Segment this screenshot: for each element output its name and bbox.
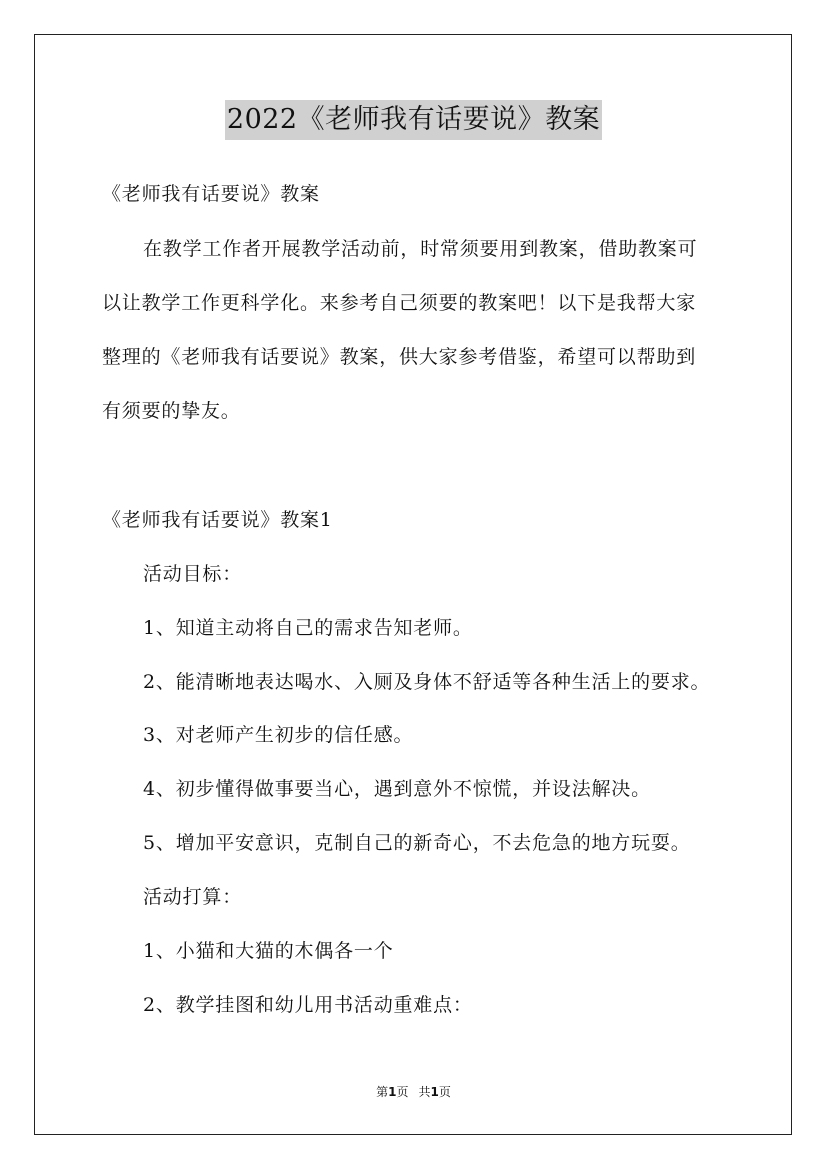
goal-item: 2、能清晰地表达喝水、入厕及身体不舒适等各种生活上的要求。 — [143, 671, 711, 693]
page-prefix: 第 — [376, 1085, 389, 1099]
total-prefix: 共 — [418, 1085, 431, 1099]
goals-heading: 活动目标： — [143, 563, 243, 585]
goal-item: 4、初步懂得做事要当心，遇到意外不惊慌，并设法解决。 — [143, 778, 651, 800]
page-total: 1 — [430, 1085, 439, 1099]
goal-item: 5、增加平安意识，克制自己的新奇心，不去危急的地方玩耍。 — [143, 832, 691, 854]
title-container — [0, 100, 827, 140]
goal-item: 1、知道主动将自己的需求告知老师。 — [143, 617, 473, 639]
total-suffix: 页 — [438, 1085, 451, 1099]
section-title: 《老师我有话要说》教案1 — [102, 509, 333, 531]
intro-line-1: 在教学工作者开展教学活动前，时常须要用到教案，借助教案可 — [143, 238, 698, 260]
intro-line-2: 以让教学工作更科学化。来参考自己须要的教案吧！以下是我帮大家 — [102, 292, 697, 314]
prep-item: 2、教学挂图和幼儿用书活动重难点： — [143, 994, 473, 1016]
page-current: 1 — [388, 1085, 397, 1099]
document-subtitle: 《老师我有话要说》教案 — [102, 183, 320, 205]
document-title: 2022《老师我有话要说》教案 — [225, 100, 602, 140]
goal-item: 3、对老师产生初步的信任感。 — [143, 724, 414, 746]
page-suffix: 页 — [396, 1085, 409, 1099]
prep-heading: 活动打算： — [143, 886, 243, 908]
intro-line-4: 有须要的挚友。 — [102, 400, 241, 422]
intro-line-3: 整理的《老师我有话要说》教案，供大家参考借鉴，希望可以帮助到 — [102, 346, 697, 368]
page-footer — [0, 1083, 827, 1101]
prep-item: 1、小猫和大猫的木偶各一个 — [143, 940, 394, 962]
